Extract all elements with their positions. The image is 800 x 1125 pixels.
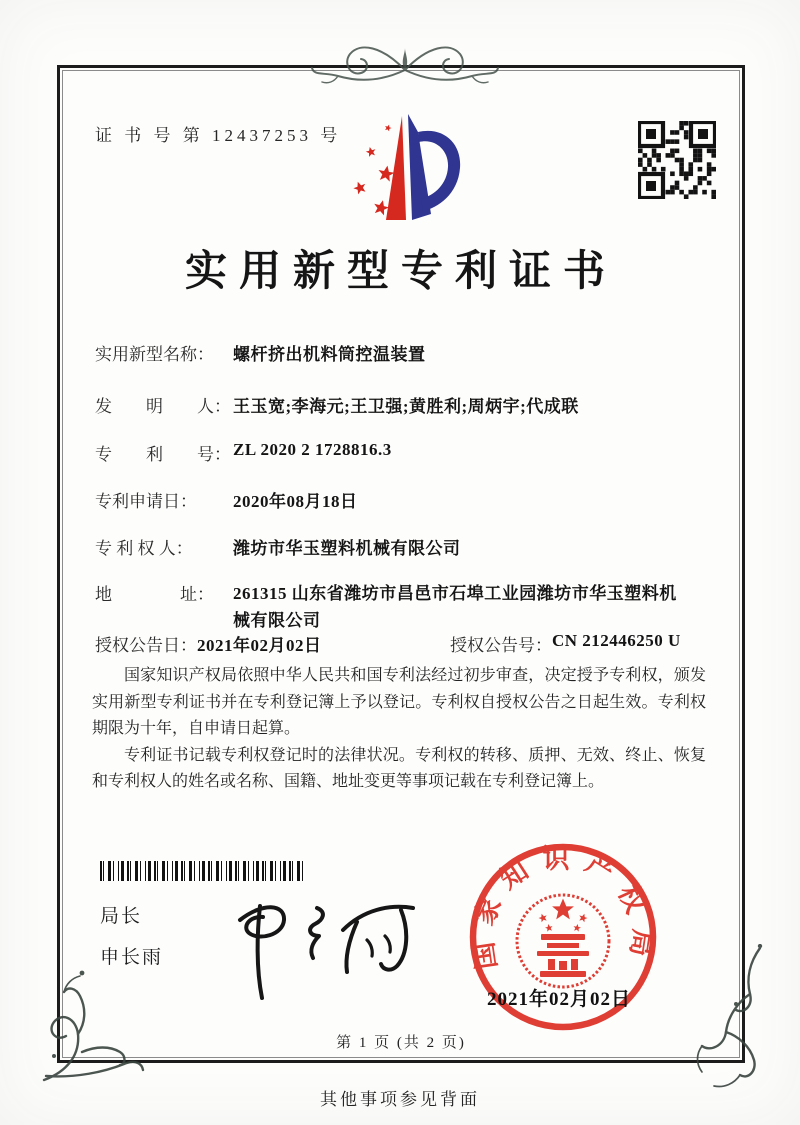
handwritten-signature-icon bbox=[205, 878, 430, 1003]
field-row-filing-date bbox=[95, 487, 358, 512]
field-value: ZL 2020 2 1728816.3 bbox=[233, 440, 392, 459]
back-note: 其他事项参见背面 bbox=[320, 1090, 480, 1109]
field-value: 王玉宽;李海元;王卫强;黄胜利;周炳宇;代成联 bbox=[233, 397, 579, 416]
grant-date-label: 授权公告日： bbox=[95, 636, 197, 655]
field-label: 发 明 人： bbox=[95, 397, 231, 416]
field-row-patent-number bbox=[95, 440, 392, 465]
certificate-number: 证 书 号 第 12437253 号 bbox=[95, 126, 342, 145]
signatory-block bbox=[100, 901, 163, 983]
qr-code bbox=[638, 121, 716, 199]
legal-paragraph-2: 专利证书记载专利权登记时的法律状况。专利权的转移、质押、无效、终止、恢复和专利权人的姓名或名称、国籍、地址变更等事项记载在专利登记簿上。 bbox=[92, 746, 706, 790]
signatory-title: 局长 bbox=[100, 906, 143, 927]
grant-number-label: 授权公告号： bbox=[450, 636, 552, 655]
field-row-grant bbox=[95, 631, 705, 656]
seal-ring-text: 国家知识产权局 bbox=[466, 843, 659, 972]
field-value: 2020年08月18日 bbox=[233, 492, 358, 511]
field-row-inventors bbox=[95, 392, 579, 417]
field-value: 螺杆挤出机料筒控温装置 bbox=[233, 345, 426, 364]
field-row-invention-name bbox=[95, 340, 426, 365]
grant-number-value: CN 212446250 U bbox=[552, 631, 681, 650]
grant-date-value: 2021年02月02日 bbox=[197, 636, 322, 655]
signatory-name: 申长雨 bbox=[100, 947, 164, 968]
field-label: 实用新型名称： bbox=[95, 345, 214, 364]
seal-date: 2021年02月02日 bbox=[487, 989, 632, 1010]
field-value: 261315 山东省潍坊市昌邑市石埠工业园潍坊市华玉塑料机械有限公司 bbox=[233, 584, 677, 630]
cnipa-logo-icon bbox=[338, 110, 466, 228]
field-label: 专 利 号： bbox=[95, 445, 231, 464]
field-label: 专 利 权 人： bbox=[95, 539, 193, 558]
page-number: 第 1 页 (共 2 页) bbox=[336, 1035, 466, 1051]
field-label: 专利申请日： bbox=[95, 492, 197, 511]
field-value: 潍坊市华玉塑料机械有限公司 bbox=[233, 539, 461, 558]
legal-text bbox=[92, 663, 706, 796]
field-row-address bbox=[95, 580, 691, 634]
legal-paragraph-1: 国家知识产权局依照中华人民共和国专利法经过初步审查，决定授予专利权，颁发实用新型专利证书并在专利登记簿上予以登记。专利权自授权公告之日起生效。专利权期限为十年，自申请日起算。 bbox=[92, 667, 706, 737]
field-row-patentee bbox=[95, 534, 461, 559]
certificate-title: 实用新型专利证书 bbox=[184, 249, 617, 295]
field-label: 地 址： bbox=[95, 585, 214, 604]
